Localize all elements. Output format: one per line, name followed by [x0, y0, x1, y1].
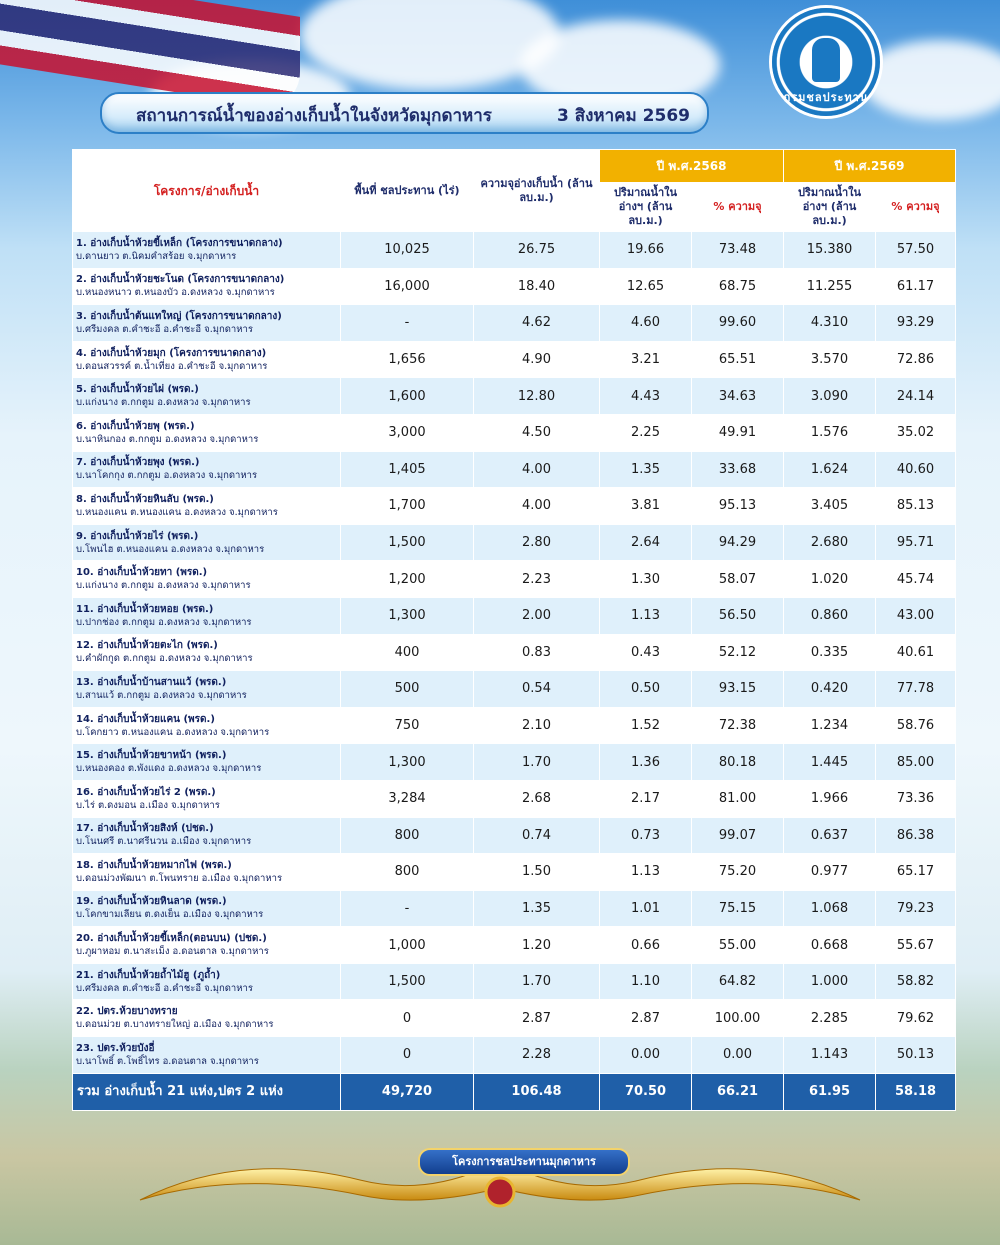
table-row	[73, 707, 956, 744]
volume-2568-cell: 2.25	[600, 414, 692, 451]
project-cell	[73, 561, 341, 598]
project-location: บ.โคกยาว ต.หนองแคน อ.ดงหลวง จ.มุกดาหาร	[76, 726, 270, 738]
project-name: 12. อ่างเก็บน้ำห้วยตะไก (พรด.)	[76, 640, 218, 652]
table-body	[73, 232, 956, 1111]
capacity-cell: 12.80	[474, 378, 600, 415]
header-volume-2568: ปริมาณน้ำใน อ่างฯ (ล้าน ลบ.ม.)	[600, 183, 692, 232]
table-row	[73, 341, 956, 378]
area-cell: 800	[341, 854, 474, 891]
area-cell: 1,500	[341, 963, 474, 1000]
project-cell	[73, 963, 341, 1000]
volume-2568-cell: 1.36	[600, 744, 692, 781]
volume-2568-cell: 0.50	[600, 671, 692, 708]
area-cell: 800	[341, 817, 474, 854]
project-cell	[73, 707, 341, 744]
capacity-cell: 4.62	[474, 305, 600, 342]
project-name: 3. อ่างเก็บน้ำต้นแทใหญ่ (โครงการขนาดกลาง)	[76, 310, 282, 322]
pct-2568-cell: 58.07	[692, 561, 784, 598]
pct-2569-cell: 57.50	[876, 232, 956, 269]
volume-2569-cell: 4.310	[784, 305, 876, 342]
capacity-cell: 2.28	[474, 1037, 600, 1074]
total-pct-2568-cell: 66.21	[692, 1073, 784, 1110]
project-name: 19. อ่างเก็บน้ำห้วยหินลาด (พรด.)	[76, 896, 227, 908]
area-cell: 1,500	[341, 524, 474, 561]
table-row	[73, 378, 956, 415]
project-name: 20. อ่างเก็บน้ำห้วยขี้เหล็ก(ตอนบน) (ปชด.)	[76, 933, 267, 945]
project-cell	[73, 268, 341, 305]
project-cell	[73, 524, 341, 561]
table-row	[73, 1037, 956, 1074]
project-name: 2. อ่างเก็บน้ำห้วยชะโนด (โครงการขนาดกลาง)	[76, 274, 285, 286]
volume-2569-cell: 1.966	[784, 780, 876, 817]
pct-2568-cell: 93.15	[692, 671, 784, 708]
project-location: บ.โคกขามเลียน ต.ดงเย็น อ.เมือง จ.มุกดาหาร	[76, 909, 264, 921]
volume-2568-cell: 1.52	[600, 707, 692, 744]
pct-2568-cell: 100.00	[692, 1000, 784, 1037]
project-cell	[73, 780, 341, 817]
project-name: 18. อ่างเก็บน้ำห้วยหมากไฟ (พรด.)	[76, 859, 232, 871]
volume-2568-cell: 3.81	[600, 488, 692, 525]
volume-2568-cell: 1.30	[600, 561, 692, 598]
table-row	[73, 817, 956, 854]
project-location: บ.ดอนสวรรค์ ต.น้ำเที่ยง อ.คำชะอี จ.มุกดาหาร	[76, 360, 268, 372]
project-name: 9. อ่างเก็บน้ำห้วยไร่ (พรด.)	[76, 530, 199, 542]
project-cell	[73, 341, 341, 378]
capacity-cell: 2.80	[474, 524, 600, 561]
volume-2569-cell: 0.335	[784, 634, 876, 671]
pct-2568-cell: 34.63	[692, 378, 784, 415]
volume-2569-cell: 1.624	[784, 451, 876, 488]
area-cell: 1,000	[341, 927, 474, 964]
project-name: 21. อ่างเก็บน้ำห้วยถ้ำไม้ฮู (ภูถ้ำ)	[76, 969, 221, 981]
pct-2569-cell: 40.61	[876, 634, 956, 671]
table-row	[73, 561, 956, 598]
pct-2568-cell: 95.13	[692, 488, 784, 525]
volume-2569-cell: 0.668	[784, 927, 876, 964]
project-location: บ.แก่งนาง ต.กกตูม อ.ดงหลวง จ.มุกดาหาร	[76, 580, 251, 592]
project-cell	[73, 634, 341, 671]
capacity-cell: 4.90	[474, 341, 600, 378]
area-cell: 10,025	[341, 232, 474, 269]
project-cell	[73, 1000, 341, 1037]
volume-2569-cell: 3.090	[784, 378, 876, 415]
page-title: สถานการณ์น้ำของอ่างเก็บน้ำในจังหวัดมุกดาหาร	[136, 106, 492, 126]
table-row	[73, 414, 956, 451]
area-cell: 1,656	[341, 341, 474, 378]
volume-2568-cell: 1.01	[600, 890, 692, 927]
capacity-cell: 0.54	[474, 671, 600, 708]
area-cell: 1,405	[341, 451, 474, 488]
volume-2568-cell: 19.66	[600, 232, 692, 269]
table-row	[73, 744, 956, 781]
project-name: 13. อ่างเก็บน้ำบ้านสานแว้ (พรด.)	[76, 676, 227, 688]
table-row	[73, 488, 956, 525]
pct-2569-cell: 73.36	[876, 780, 956, 817]
header-capacity: ความจุอ่างเก็บน้ำ (ล้าน ลบ.ม.)	[474, 150, 600, 232]
report-date: 3 สิงหาคม 2569	[557, 106, 690, 126]
volume-2568-cell: 0.43	[600, 634, 692, 671]
volume-2569-cell: 3.570	[784, 341, 876, 378]
project-location: บ.หนองคอง ต.พังแดง อ.ดงหลวง จ.มุกดาหาร	[76, 763, 262, 775]
volume-2569-cell: 2.285	[784, 1000, 876, 1037]
capacity-cell: 1.35	[474, 890, 600, 927]
project-name: 10. อ่างเก็บน้ำห้วยทา (พรด.)	[76, 567, 208, 579]
volume-2568-cell: 1.35	[600, 451, 692, 488]
capacity-cell: 1.50	[474, 854, 600, 891]
capacity-cell: 4.00	[474, 488, 600, 525]
cloud	[300, 0, 560, 90]
project-location: บ.โนนศรี ต.นาศรีนวน อ.เมือง จ.มุกดาหาร	[76, 836, 252, 848]
header-irrigation-area: พื้นที่ ชลประทาน (ไร่)	[341, 150, 474, 232]
pct-2569-cell: 93.29	[876, 305, 956, 342]
capacity-cell: 1.70	[474, 963, 600, 1000]
total-capacity-cell: 106.48	[474, 1073, 600, 1110]
project-cell	[73, 451, 341, 488]
pct-2568-cell: 72.38	[692, 707, 784, 744]
logo-emblem-icon	[812, 38, 840, 82]
cloud	[860, 40, 1000, 120]
project-cell	[73, 1037, 341, 1074]
volume-2569-cell: 0.977	[784, 854, 876, 891]
project-cell	[73, 671, 341, 708]
project-name: 22. ปตร.ห้วยบางทราย	[76, 1006, 178, 1018]
capacity-cell: 2.23	[474, 561, 600, 598]
volume-2568-cell: 2.17	[600, 780, 692, 817]
project-name: 15. อ่างเก็บน้ำห้วยขาหน้า (พรด.)	[76, 750, 227, 762]
project-cell	[73, 597, 341, 634]
table-row	[73, 890, 956, 927]
area-cell: 1,600	[341, 378, 474, 415]
project-location: บ.ศรีมงคล ต.คำชะอี อ.คำชะอี จ.มุกดาหาร	[76, 323, 253, 335]
header-pct-2569: % ความจุ	[876, 183, 956, 232]
pct-2569-cell: 65.17	[876, 854, 956, 891]
project-location: บ.หนองแคน ต.หนองแคน อ.ดงหลวง จ.มุกดาหาร	[76, 506, 278, 518]
volume-2569-cell: 2.680	[784, 524, 876, 561]
pct-2569-cell: 40.60	[876, 451, 956, 488]
project-name: 23. ปตร.ห้วยบังอี่	[76, 1042, 155, 1054]
project-location: บ.สานแว้ ต.กกตูม อ.ดงหลวง จ.มุกดาหาร	[76, 689, 247, 701]
table-row	[73, 780, 956, 817]
project-name: 16. อ่างเก็บน้ำห้วยไร่ 2 (พรด.)	[76, 786, 216, 798]
project-location: บ.ดอนม่วย ต.บางทรายใหญ่ อ.เมือง จ.มุกดาหาร	[76, 1019, 274, 1031]
volume-2569-cell: 0.860	[784, 597, 876, 634]
header-pct-2568: % ความจุ	[692, 183, 784, 232]
pct-2568-cell: 75.20	[692, 854, 784, 891]
capacity-cell: 0.74	[474, 817, 600, 854]
pct-2569-cell: 58.82	[876, 963, 956, 1000]
pct-2569-cell: 50.13	[876, 1037, 956, 1074]
pct-2568-cell: 65.51	[692, 341, 784, 378]
project-location: บ.นาโคกกุง ต.กกตูม อ.ดงหลวง จ.มุกดาหาร	[76, 470, 258, 482]
total-volume-2569-cell: 61.95	[784, 1073, 876, 1110]
area-cell: 0	[341, 1000, 474, 1037]
project-cell	[73, 817, 341, 854]
project-cell	[73, 890, 341, 927]
pct-2569-cell: 58.76	[876, 707, 956, 744]
pct-2568-cell: 80.18	[692, 744, 784, 781]
volume-2568-cell: 2.64	[600, 524, 692, 561]
volume-2568-cell: 12.65	[600, 268, 692, 305]
area-cell: 1,200	[341, 561, 474, 598]
pct-2568-cell: 81.00	[692, 780, 784, 817]
pct-2569-cell: 85.00	[876, 744, 956, 781]
table-row	[73, 1000, 956, 1037]
project-cell	[73, 744, 341, 781]
project-location: บ.นาโพธิ์ ต.โพธิ์ไทร อ.ดอนตาล จ.มุกดาหาร	[76, 1055, 259, 1067]
area-cell: 750	[341, 707, 474, 744]
pct-2569-cell: 95.71	[876, 524, 956, 561]
volume-2568-cell: 4.43	[600, 378, 692, 415]
pct-2568-cell: 99.07	[692, 817, 784, 854]
volume-2568-cell: 1.13	[600, 597, 692, 634]
capacity-cell: 4.50	[474, 414, 600, 451]
project-name: 4. อ่างเก็บน้ำห้วยมุก (โครงการขนาดกลาง)	[76, 347, 267, 359]
pct-2568-cell: 55.00	[692, 927, 784, 964]
project-location: บ.นาหินกอง ต.กกตูม อ.ดงหลวง จ.มุกดาหาร	[76, 433, 259, 445]
pct-2568-cell: 64.82	[692, 963, 784, 1000]
project-cell	[73, 305, 341, 342]
title-banner	[100, 92, 709, 134]
pct-2569-cell: 55.67	[876, 927, 956, 964]
table-row	[73, 634, 956, 671]
volume-2569-cell: 1.000	[784, 963, 876, 1000]
project-name: 7. อ่างเก็บน้ำห้วยพุง (พรด.)	[76, 457, 200, 469]
header-year-2568: ปี พ.ศ.2568	[600, 150, 784, 183]
pct-2569-cell: 86.38	[876, 817, 956, 854]
area-cell: 1,300	[341, 597, 474, 634]
capacity-cell: 18.40	[474, 268, 600, 305]
pct-2568-cell: 0.00	[692, 1037, 784, 1074]
project-name: 11. อ่างเก็บน้ำห้วยหอย (พรด.)	[76, 603, 214, 615]
table-row	[73, 963, 956, 1000]
capacity-cell: 0.83	[474, 634, 600, 671]
project-location: บ.ไร่ ต.ดงมอน อ.เมือง จ.มุกดาหาร	[76, 799, 220, 811]
area-cell: 3,000	[341, 414, 474, 451]
area-cell: 3,284	[341, 780, 474, 817]
pct-2569-cell: 61.17	[876, 268, 956, 305]
header-project: โครงการ/อ่างเก็บน้ำ	[73, 150, 341, 232]
project-cell	[73, 378, 341, 415]
pct-2569-cell: 43.00	[876, 597, 956, 634]
project-location: บ.หนองหนาว ต.หนองบัว อ.ดงหลวง จ.มุกดาหาร	[76, 287, 275, 299]
area-cell: 1,700	[341, 488, 474, 525]
pct-2569-cell: 35.02	[876, 414, 956, 451]
pct-2569-cell: 79.62	[876, 1000, 956, 1037]
volume-2569-cell: 1.576	[784, 414, 876, 451]
capacity-cell: 26.75	[474, 232, 600, 269]
project-name: 5. อ่างเก็บน้ำห้วยไผ่ (พรด.)	[76, 384, 199, 396]
volume-2568-cell: 1.13	[600, 854, 692, 891]
table-row	[73, 854, 956, 891]
volume-2569-cell: 0.420	[784, 671, 876, 708]
pct-2568-cell: 94.29	[692, 524, 784, 561]
project-location: บ.ปากช่อง ต.กกตูม อ.ดงหลวง จ.มุกดาหาร	[76, 616, 252, 628]
pct-2569-cell: 85.13	[876, 488, 956, 525]
pct-2569-cell: 24.14	[876, 378, 956, 415]
project-location: บ.โพนไฮ ต.หนองแคน อ.ดงหลวง จ.มุกดาหาร	[76, 543, 265, 555]
volume-2569-cell: 0.637	[784, 817, 876, 854]
project-location: บ.ศรีมงคล ต.คำชะอี อ.คำชะอี จ.มุกดาหาร	[76, 982, 253, 994]
volume-2568-cell: 0.00	[600, 1037, 692, 1074]
project-cell	[73, 232, 341, 269]
volume-2569-cell: 15.380	[784, 232, 876, 269]
project-cell	[73, 488, 341, 525]
project-name: 1. อ่างเก็บน้ำห้วยขี้เหล็ก (โครงการขนาดกลาง)	[76, 237, 283, 249]
area-cell: 0	[341, 1037, 474, 1074]
volume-2568-cell: 2.87	[600, 1000, 692, 1037]
volume-2569-cell: 1.234	[784, 707, 876, 744]
table-row	[73, 671, 956, 708]
total-area-cell: 49,720	[341, 1073, 474, 1110]
volume-2568-cell: 0.66	[600, 927, 692, 964]
area-cell: 1,300	[341, 744, 474, 781]
pct-2568-cell: 75.15	[692, 890, 784, 927]
project-cell	[73, 414, 341, 451]
pct-2568-cell: 73.48	[692, 232, 784, 269]
area-cell: 400	[341, 634, 474, 671]
area-cell: 16,000	[341, 268, 474, 305]
volume-2569-cell: 3.405	[784, 488, 876, 525]
table-row	[73, 927, 956, 964]
volume-2568-cell: 3.21	[600, 341, 692, 378]
volume-2569-cell: 1.143	[784, 1037, 876, 1074]
total-row	[73, 1073, 956, 1110]
area-cell: 500	[341, 671, 474, 708]
volume-2569-cell: 1.020	[784, 561, 876, 598]
capacity-cell: 4.00	[474, 451, 600, 488]
project-cell	[73, 927, 341, 964]
project-location: บ.ดานยาว ต.นิคมคำสร้อย จ.มุกดาหาร	[76, 250, 237, 262]
reservoir-table	[72, 149, 956, 1111]
header-volume-2569: ปริมาณน้ำใน อ่างฯ (ล้าน ลบ.ม.)	[784, 183, 876, 232]
capacity-cell: 2.68	[474, 780, 600, 817]
table-row	[73, 524, 956, 561]
capacity-cell: 1.20	[474, 927, 600, 964]
pct-2569-cell: 79.23	[876, 890, 956, 927]
pct-2569-cell: 77.78	[876, 671, 956, 708]
area-cell: -	[341, 305, 474, 342]
pct-2568-cell: 52.12	[692, 634, 784, 671]
project-name: 17. อ่างเก็บน้ำห้วยสิงห์ (ปชด.)	[76, 823, 214, 835]
table-row	[73, 305, 956, 342]
area-cell: -	[341, 890, 474, 927]
volume-2568-cell: 0.73	[600, 817, 692, 854]
project-cell	[73, 854, 341, 891]
logo-text: กรมชลประทาน	[783, 91, 869, 104]
header-year-2569: ปี พ.ศ.2569	[784, 150, 956, 183]
project-location: บ.ภูผาหอม ต.นาสะเม็ง อ.ดอนตาล จ.มุกดาหาร	[76, 946, 269, 958]
pct-2569-cell: 72.86	[876, 341, 956, 378]
total-pct-2569-cell: 58.18	[876, 1073, 956, 1110]
pct-2568-cell: 33.68	[692, 451, 784, 488]
capacity-cell: 2.87	[474, 1000, 600, 1037]
table-row	[73, 232, 956, 269]
project-name: 8. อ่างเก็บน้ำห้วยหินลับ (พรด.)	[76, 493, 214, 505]
volume-2569-cell: 1.068	[784, 890, 876, 927]
project-location: บ.คำผักกูด ต.กกตูม อ.ดงหลวง จ.มุกดาหาร	[76, 653, 253, 665]
table-row	[73, 597, 956, 634]
volume-2568-cell: 1.10	[600, 963, 692, 1000]
pct-2569-cell: 45.74	[876, 561, 956, 598]
pct-2568-cell: 56.50	[692, 597, 784, 634]
rid-logo	[772, 8, 880, 116]
capacity-cell: 2.00	[474, 597, 600, 634]
capacity-cell: 1.70	[474, 744, 600, 781]
project-location: บ.ดอนม่วงพัฒนา ต.โพนทราย อ.เมือง จ.มุกดาหาร	[76, 872, 283, 884]
pct-2568-cell: 68.75	[692, 268, 784, 305]
total-volume-2568-cell: 70.50	[600, 1073, 692, 1110]
pct-2568-cell: 99.60	[692, 305, 784, 342]
volume-2569-cell: 11.255	[784, 268, 876, 305]
total-label: รวม อ่างเก็บน้ำ 21 แห่ง,ปตร 2 แห่ง	[73, 1073, 341, 1110]
table-row	[73, 268, 956, 305]
project-name: 14. อ่างเก็บน้ำห้วยแคน (พรด.)	[76, 713, 215, 725]
volume-2568-cell: 4.60	[600, 305, 692, 342]
pct-2568-cell: 49.91	[692, 414, 784, 451]
project-name: 6. อ่างเก็บน้ำห้วยพุ (พรด.)	[76, 420, 195, 432]
volume-2569-cell: 1.445	[784, 744, 876, 781]
footer-label: โครงการชลประทานมุกดาหาร	[418, 1148, 630, 1176]
project-location: บ.แก่งนาง ต.กกตูม อ.ดงหลวง จ.มุกดาหาร	[76, 397, 251, 409]
capacity-cell: 2.10	[474, 707, 600, 744]
table-row	[73, 451, 956, 488]
